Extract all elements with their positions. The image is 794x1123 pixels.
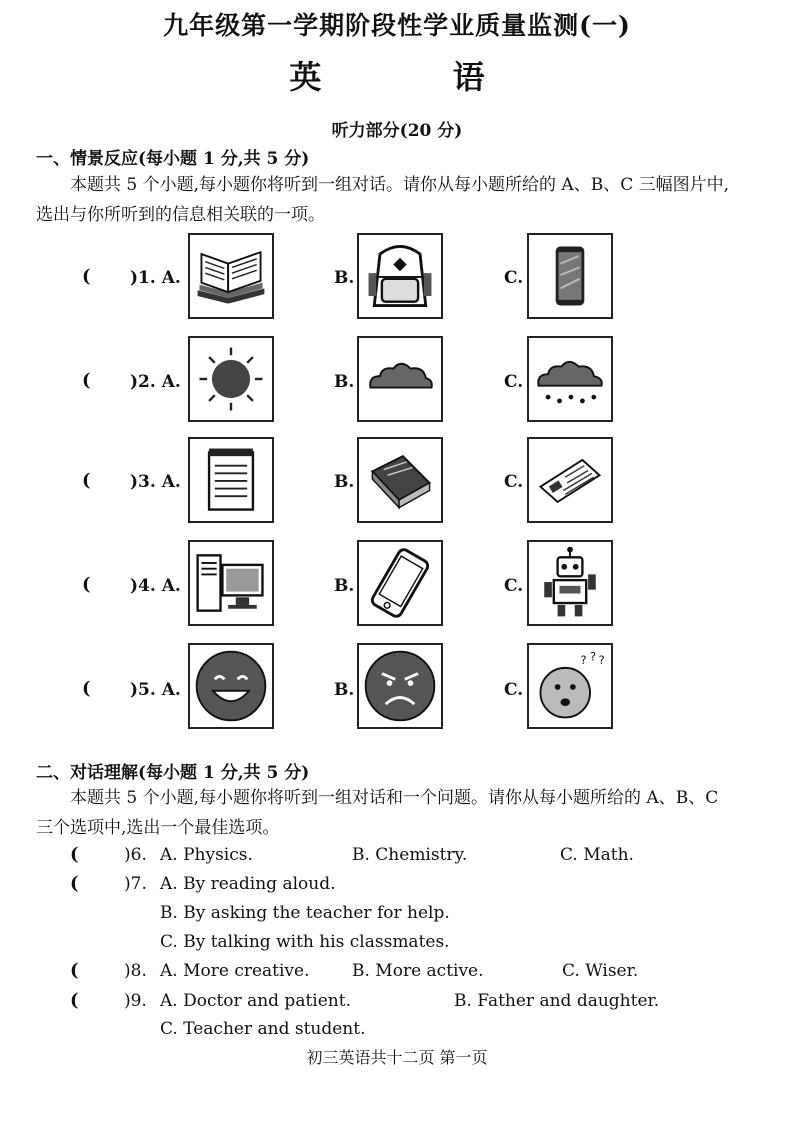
option-4a-computer[interactable]: [188, 540, 274, 626]
question-1-number: )1. A.: [130, 268, 181, 288]
option-b-label: B.: [334, 472, 355, 492]
answer-paren[interactable]: (: [82, 266, 91, 287]
section1-instruction: 本题共 5 个小题,每小题你将听到一组对话。请你从每小题所给的 A、B、C 三幅图片中,选出与你所听到的信息相关联的一项。: [36, 175, 730, 225]
option-5a-happy[interactable]: [188, 643, 274, 729]
option-2a-sun[interactable]: [188, 336, 274, 422]
question-6-number: )6.: [124, 845, 147, 865]
question-5-number: )5. A.: [130, 680, 181, 700]
answer-paren[interactable]: (: [70, 844, 79, 865]
option-c-label: C.: [504, 576, 524, 596]
option-b-label: B.: [334, 576, 355, 596]
option-c-label: C.: [504, 472, 524, 492]
answer-paren[interactable]: (: [82, 370, 91, 391]
answer-paren[interactable]: (: [82, 574, 91, 595]
question-9-number: )9.: [124, 991, 147, 1011]
exam-title: 九年级第一学期阶段性学业质量监测(一): [163, 11, 631, 40]
answer-paren[interactable]: (: [70, 960, 79, 981]
sun-icon: [190, 338, 272, 420]
question-4-number: )4. A.: [130, 576, 181, 596]
book-icon: [359, 439, 441, 521]
question-3-number: )3. A.: [130, 472, 181, 492]
option-3b-book[interactable]: [357, 437, 443, 523]
q6-option-a: A. Physics.: [160, 845, 253, 865]
happy-face-icon: [190, 645, 272, 727]
computer-icon: [190, 542, 272, 624]
option-1c-phone[interactable]: [527, 233, 613, 319]
option-c-label: C.: [504, 372, 524, 392]
cloud-icon: [359, 338, 441, 420]
q7-option-b: B. By asking the teacher for help.: [160, 903, 450, 923]
confused-face-icon: [529, 645, 611, 727]
option-c-label: C.: [504, 268, 524, 288]
option-b-label: B.: [334, 680, 355, 700]
q8-option-a: A. More creative.: [160, 961, 310, 981]
option-2c-rain[interactable]: [527, 336, 613, 422]
svg-text:?: ?: [598, 653, 605, 668]
section2-instruction: 本题共 5 个小题,每小题你将听到一组对话和一个问题。请你从每小题所给的 A、B、C 三个选项中,选出一个最佳选项。: [36, 788, 719, 838]
angry-face-icon: [359, 645, 441, 727]
q6-option-b: B. Chemistry.: [352, 845, 468, 865]
option-3c-newspaper[interactable]: [527, 437, 613, 523]
question-2-number: )2. A.: [130, 372, 181, 392]
q7-option-a: A. By reading aloud.: [160, 874, 336, 894]
q6-option-c: C. Math.: [560, 845, 634, 865]
svg-text:?: ?: [580, 653, 587, 668]
answer-paren[interactable]: (: [82, 678, 91, 699]
q9-option-b: B. Father and daughter.: [454, 991, 660, 1011]
subject-title: 英 语: [289, 58, 545, 96]
answer-paren[interactable]: (: [70, 990, 79, 1011]
smartphone-icon: [359, 542, 441, 624]
option-5b-angry[interactable]: [357, 643, 443, 729]
q9-option-a: A. Doctor and patient.: [160, 991, 351, 1011]
option-1b-backpack[interactable]: [357, 233, 443, 319]
option-b-label: B.: [334, 268, 355, 288]
option-5c-confused[interactable]: [527, 643, 613, 729]
option-4b-smartphone[interactable]: [357, 540, 443, 626]
q8-option-b: B. More active.: [352, 961, 484, 981]
notepad-icon: [190, 439, 272, 521]
section1-heading: 一、情景反应(每小题 1 分,共 5 分): [36, 149, 310, 169]
q7-option-c: C. By talking with his classmates.: [160, 932, 450, 952]
backpack-icon: [359, 235, 441, 317]
answer-paren[interactable]: (: [70, 873, 79, 894]
question-7-number: )7.: [124, 874, 147, 894]
option-b-label: B.: [334, 372, 355, 392]
option-c-label: C.: [504, 680, 524, 700]
robot-icon: [529, 542, 611, 624]
answer-paren[interactable]: (: [82, 470, 91, 491]
question-8-number: )8.: [124, 961, 147, 981]
svg-text:?: ?: [590, 649, 597, 664]
option-4c-robot[interactable]: [527, 540, 613, 626]
phone-icon: [529, 235, 611, 317]
rain-cloud-icon: [529, 338, 611, 420]
option-1a-book[interactable]: [188, 233, 274, 319]
book-icon: [190, 235, 272, 317]
q9-option-c: C. Teacher and student.: [160, 1019, 366, 1039]
option-2b-cloud[interactable]: [357, 336, 443, 422]
page-footer: 初三英语共十二页 第一页: [306, 1048, 488, 1067]
option-3a-notepad[interactable]: [188, 437, 274, 523]
q8-option-c: C. Wiser.: [562, 961, 639, 981]
listening-heading: 听力部分(20 分): [331, 121, 463, 141]
section2-heading: 二、对话理解(每小题 1 分,共 5 分): [36, 763, 310, 783]
newspaper-icon: [529, 439, 611, 521]
